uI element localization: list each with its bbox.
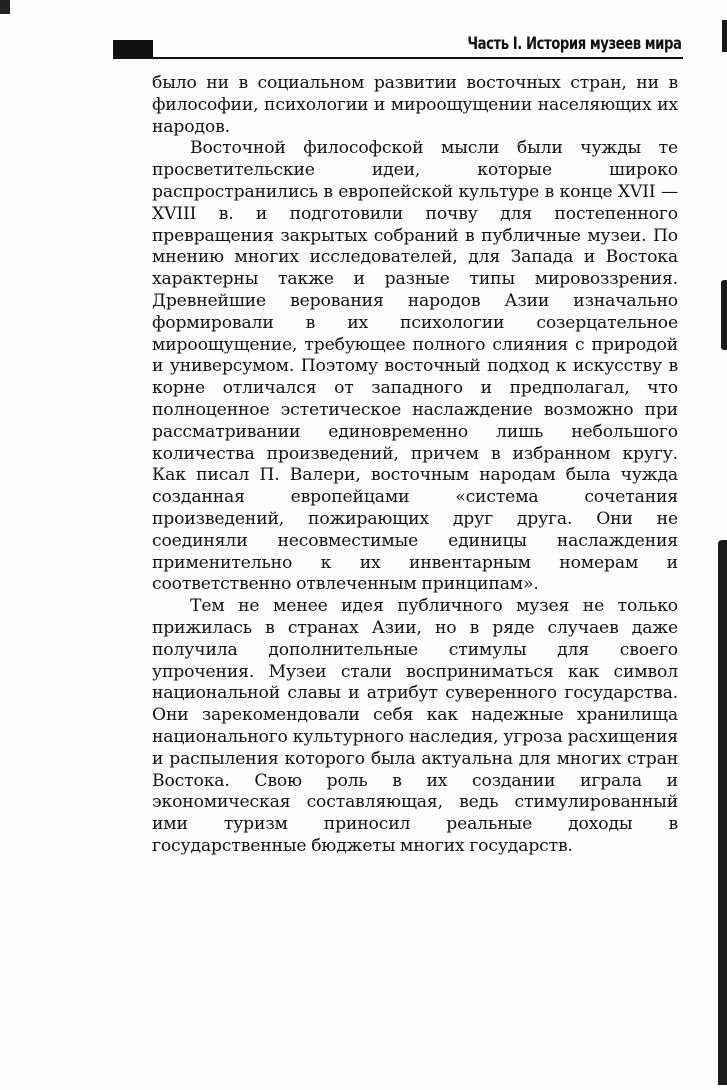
scan-artifact-corner (0, 0, 10, 14)
scan-edge-shadow (721, 280, 727, 350)
running-head: Часть I. История музеев мира (466, 34, 681, 54)
scan-edge-shadow (718, 540, 727, 1085)
paragraph: Тем не менее идея публичного музея не только прижилась в странах Азии, но в ряде случаев даже получила дополнительные стимулы для своего упрочения. Музеи стали восприниматься как символ национальной славы и атрибут суверенного государства. Они зарекомендовали себя как надежные хранилища национального культурного наследия, угроза расхищения и распыления которого была актуальна для многих стран Востока. Свою роль в их создании играла и экономическая составляющая, ведь стимулированный ими туризм приносил реальные доходы в государственные бюджеты многих государств. (152, 596, 678, 856)
paragraph-continuation: было ни в социальном развитии восточных стран, ни в философии, психологии и мироощущении населяющих их народов. (152, 73, 678, 137)
paragraph: Восточной философской мысли были чужды те просветительские идеи, которые широко распространились в европейской культуре в конце XVII — XVIII в. и подготовили почву для постепенного превращения закрытых собраний в публичные музеи. По мнению многих исследователей, для Запада и Востока характерны также и разные типы мировоззрения. Древнейшие верования народов Азии изначально формировали в их психологии созерцательное мироощущение, требующее полного слияния с природой и универсумом. Поэтому восточный подход к искусству в корне отличался от западного и предполагал, что полноценное эстетическое наслаждение возможно при рассматривании единовременно лишь небольшого количества произведений, причем в избранном кругу. Как писал П. Валери, восточным народам была чужда созданная европейцами «система сочетания произведений, пожирающих друг друга. Они не соединяли несовместимые единицы наслаждения применительно к их инвентарным номерам и соответственно отвлеченным принципам». (152, 138, 678, 595)
page-number-block (113, 40, 153, 58)
body-text (152, 73, 678, 858)
header-rule (113, 57, 683, 59)
scan-edge-shadow (722, 20, 727, 52)
